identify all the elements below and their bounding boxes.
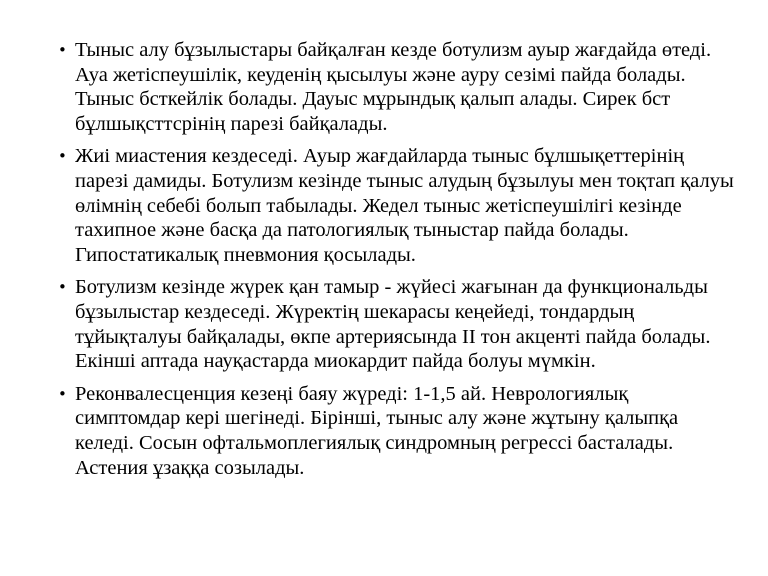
- bullet-text: Жиі миастения кездеседі. Ауыр жағдайларда тыныс бұлшықеттерінің парезі дамиды. Ботулизм кезінде тыныс алудың бұзылуы мен тоқтап қалуы өлімнің себебі болып табылады. Жедел тыныс жетіспеушілігі кезінде тахипное және басқа да патологиялық тыныстар пайда болады. Гипостатикалық пневмония қосылады.: [75, 145, 734, 266]
- bullet-icon: •: [58, 147, 67, 166]
- bullet-item-convalescence: [58, 382, 738, 480]
- bullet-list: [58, 38, 738, 488]
- bullet-text: Ботулизм кезінде жүрек қан тамыр - жүйесі жағынан да функциональды бұзылыстар кездеседі. Жүректің шекарасы кеңейеді, тондардың тұйықталуы байқалады, өкпе артериясында II тон акценті пайда болады. Екінші аптада науқастарда миокардит пайда болуы мүмкін.: [75, 276, 711, 373]
- bullet-item-cardiovascular: [58, 275, 738, 373]
- bullet-icon: •: [58, 384, 67, 403]
- bullet-item-respiratory: [58, 38, 738, 136]
- bullet-icon: •: [58, 41, 67, 59]
- bullet-icon: •: [58, 278, 67, 297]
- bullet-item-myasthenia: [58, 144, 738, 267]
- bullet-text: Реконвалесценция кезеңі баяу жүреді: 1-1,5 ай. Неврологиялық симптомдар кері шегінеді. Бірінші, тыныс алу және жұтыну қалыпқа келеді. Сосын офтальмоплегиялық синдромның регрессі басталады. Астения ұзаққа созылады.: [75, 382, 679, 479]
- bullet-text: Тыныс алу бұзылыстары байқалған кезде ботулизм ауыр жағдайда өтеді. Ауа жетіспеушілік, кеуденің қысылуы және ауру сезімі пайда болады. Тыныс бсткейлік болады. Дауыс мұрындық қалып алады. Сирек бст бұлшықсттсрінің парезі байқалады.: [75, 39, 712, 135]
